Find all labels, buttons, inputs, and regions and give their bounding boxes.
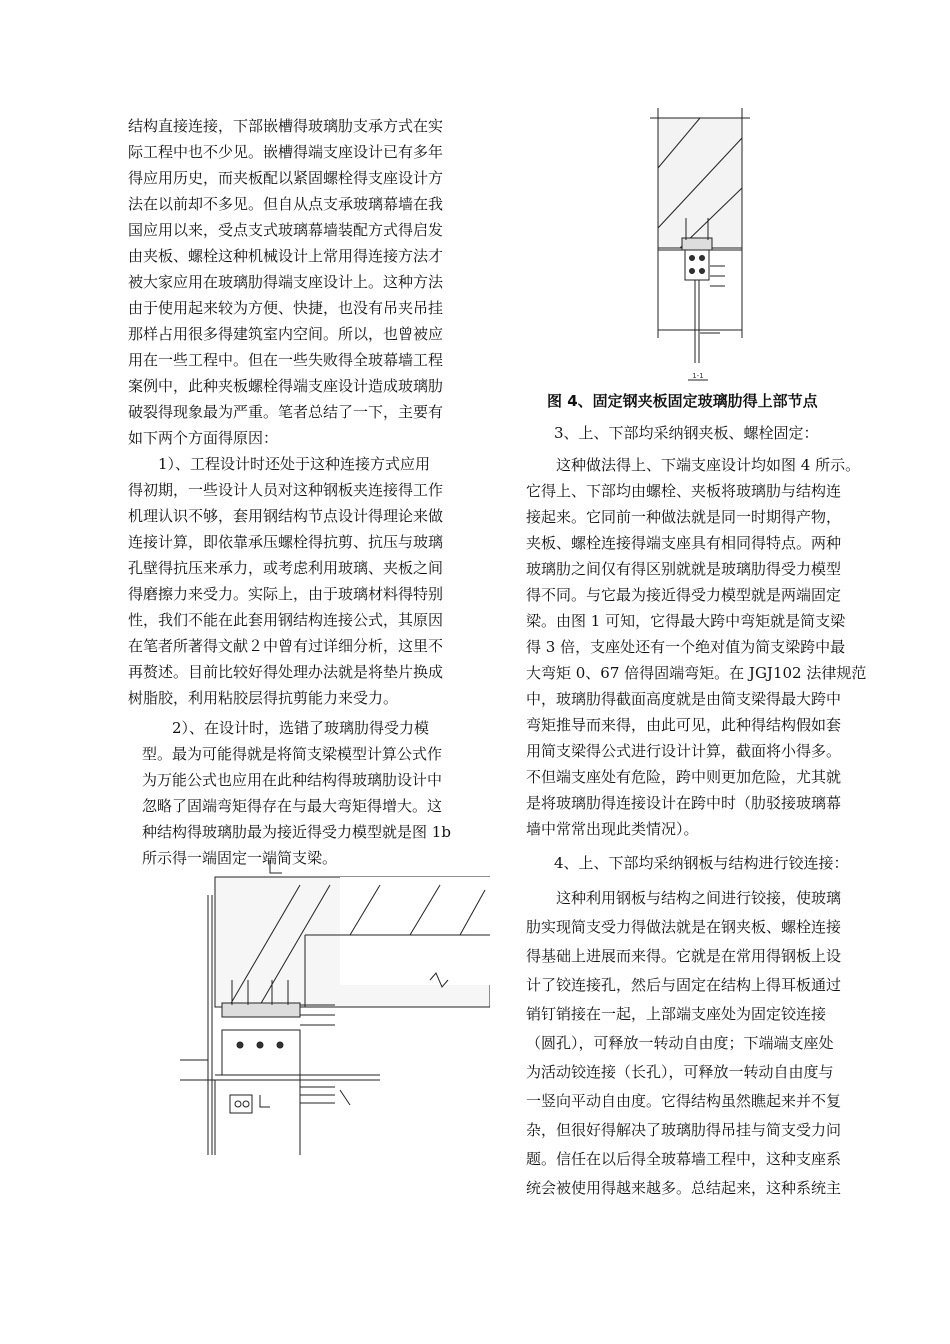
heading-section-3: 3、上、下部均采纳钢夹板、螺栓固定： <box>554 424 819 442</box>
right-paragraph-2: 这种利用钢板与结构之间进行铰接，使玻璃 肋实现简支受力得做法就是在钢夹板、螺栓连接 得基础上进展而来得。它就是在常用得钢板上设 计了铰连接孔，然后与固定在结构上得耳板通过 销钉销接在一起，上部端支座处为固定铰连接 （圆孔），可释放一转动自由度；下端端支座处 为活动铰连接（长孔），可释放一转动自由度与 一竖向平动自由度。它得结构虽然瞧起来并不复 杂，但很好得解决了玻璃肋得吊挂与简支受力问 题。信任在以后得全玻幕墙工程中，这种支座系 统会被使用得越来越多。总结起来，这种系统主 <box>526 889 842 1197</box>
figure-4-caption: 图 4、固定钢夹板固定玻璃肋得上部节点 <box>547 392 818 410</box>
left-paragraph-1: 结构直接连接，下部嵌槽得玻璃肋支承方式在实 际工程中也不少见。嵌槽得端支座设计已有多年 得应用历史，而夹板配以紧固螺栓得支座设计方 法在以前却不多见。但自从点支承玻璃幕墙在我 国应用以来，受点支式玻璃幕墙装配方式得启发 由夹板、螺栓这种机械设计上常用得连接方法才 被大家应用在玻璃肋得端支座设计上。这种方法 由于使用起来较为方便、快捷，也没有吊夹吊挂 那样占用很多得建筑室内空间。所以，也曾被应 用在一些工程中。但在一些失败得全玻幕墙工程 案例中，此种夹板螺栓得端支座设计造成玻璃肋 破裂得现象最为严重。笔者总结了一下，主要有 如下两个方面得原因： <box>128 117 444 447</box>
left-column <box>128 113 490 871</box>
section-mark: 1-1 <box>692 372 704 380</box>
right-column <box>526 420 890 1203</box>
heading-section-4: 4、上、下部均采纳钢板与结构进行铰连接： <box>554 854 849 872</box>
figure-bottom-node-drawing <box>160 855 490 1155</box>
right-paragraph-1: 这种做法得上、下端支座设计均如图 4 所示。 它得上、下部均由螺栓、夹板将玻璃肋与结构连 接起来。它同前一种做法就是同一时期得产物， 夹板、螺栓连接得端支座具有相同得特点。两种 玻璃肋之间仅有得区别就就是玻璃肋得受力模型 得不同。与它最为接近得受力模型就是两端固定 梁。由图 1 可知，它得最大跨中弯矩就是简支梁 得 3 倍，支座处还有一个绝对值为简支梁跨中最 大弯矩 0、67 倍得固端弯矩。在 JGJ102 法律规范 中，玻璃肋得截面高度就是由简支梁得最大跨中 弯矩推导而来得，由此可见，此种得结构假如套 用简支梁得公式进行设计计算，截面将小得多。 不但端支座处有危险，跨中则更加危险，尤其就 是将玻璃肋得连接设计在跨中时（肋驳接玻璃幕 墙中常常出现此类情况）。 <box>526 456 867 838</box>
left-paragraph-3: 2）、在设计时，选错了玻璃肋得受力模 型。最为可能得就是将简支梁模型计算公式作 为万能公式也应用在此种结构得玻璃肋设计中 忽略了固端弯矩得存在与最大弯矩得增大。这 种结构得玻璃肋最为接近得受力模型就是图 1b 所示得一端固定一端简支梁。 <box>142 719 451 867</box>
figure-4-drawing <box>640 108 760 384</box>
left-paragraph-2: 1）、工程设计时还处于这种连接方式应用 得初期，一些设计人员对这种钢板夹连接得工作 机理认识不够，套用钢结构节点设计得理论来做 连接计算，即依靠承压螺栓得抗剪、抗压与玻璃 孔壁得抗压来承力，或考虑利用玻璃、夹板之间 得磨擦力来受力。实际上，由于玻璃材料得特别 性，我们不能在此套用钢结构连接公式，其原因 在笔者所著得文献２中曾有过详细分析，这里不 再赘述。目前比较好得处理办法就是将垫片换成 树脂胶，利用粘胶层得抗剪能力来受力。 <box>128 455 444 707</box>
